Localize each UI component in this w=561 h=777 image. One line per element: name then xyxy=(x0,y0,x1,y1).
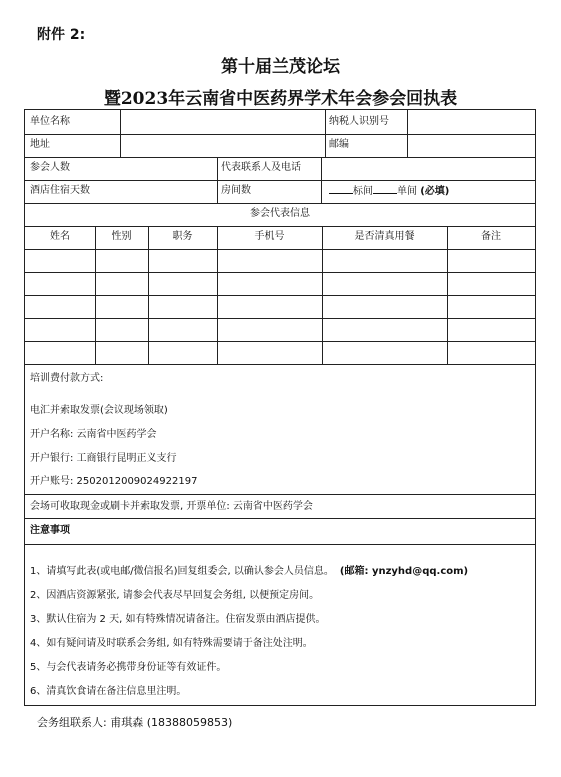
taxpayer-id-label: 纳税人识别号 xyxy=(329,116,389,127)
note-item: 1、请填写此表(或电邮/微信报名)回复组委会, 以确认参会人员信息。 (邮箱: ynzyhd@qq.com) xyxy=(30,566,469,577)
payment-line: 开户名称: 云南省中医药学会 xyxy=(30,429,157,440)
single-room-label: 单间 xyxy=(397,186,417,197)
rooms-label: 房间数 xyxy=(221,185,251,196)
payment-line: 开户账号: 2502012009024922197 xyxy=(30,476,198,487)
room-type-field xyxy=(329,184,449,199)
column-header-position: 职务 xyxy=(172,231,193,242)
onsite-payment-note: 会场可收取现金或刷卡并索取发票, 开票单位: 云南省中医药学会 xyxy=(30,501,313,512)
receipt-form-table xyxy=(24,109,536,706)
note-item: 2、因酒店资源紧张, 请参会代表尽早回复会务组, 以便预定房间。 xyxy=(30,590,320,601)
hotel-days-label: 酒店住宿天数 xyxy=(30,185,90,196)
note-item: 5、与会代表请务必携带身份证等有效证件。 xyxy=(30,662,227,673)
contact-email: (邮箱: ynzyhd@qq.com) xyxy=(339,566,469,577)
column-header-phone: 手机号 xyxy=(254,231,285,242)
postcode-label: 邮编 xyxy=(329,139,349,150)
column-header-gender: 性别 xyxy=(111,231,132,242)
note-item: 3、默认住宿为 2 天, 如有特殊情况请备注。住宿发票由酒店提供。 xyxy=(30,614,326,625)
column-header-remarks: 备注 xyxy=(481,231,501,242)
attendees-label: 参会人数 xyxy=(30,162,70,173)
address-label: 地址 xyxy=(30,139,50,150)
attachment-label: 附件 2: xyxy=(37,27,86,43)
form-title: 第十届兰茂论坛 xyxy=(221,57,340,77)
required-note: (必填) xyxy=(420,186,450,197)
rep-info-heading: 参会代表信息 xyxy=(250,208,310,219)
form-subtitle: 暨2023年云南省中医药界学术年会参会回执表 xyxy=(103,89,458,109)
unit-name-label: 单位名称 xyxy=(30,116,70,127)
payment-line: 开户银行: 工商银行昆明正义支行 xyxy=(30,453,177,464)
note-item: 4、如有疑问请及时联系会务组, 如有特殊需要请于备注处注明。 xyxy=(30,638,313,649)
organizer-contact: 会务组联系人: 甫琪森 (18388059853) xyxy=(37,716,233,729)
representative-label: 代表联系人及电话 xyxy=(221,162,301,173)
column-header-name: 姓名 xyxy=(50,231,70,242)
payment-line: 电汇并索取发票(会议现场领取) xyxy=(30,405,168,416)
note-item: 6、清真饮食请在备注信息里注明。 xyxy=(30,686,187,697)
payment-heading: 培训费付款方式: xyxy=(30,373,104,384)
standard-room-label: 标间 xyxy=(353,186,373,197)
notes-heading: 注意事项 xyxy=(30,525,70,536)
column-header-halal: 是否清真用餐 xyxy=(354,231,415,242)
standard-room-blank xyxy=(329,184,353,194)
single-room-blank xyxy=(373,184,397,194)
